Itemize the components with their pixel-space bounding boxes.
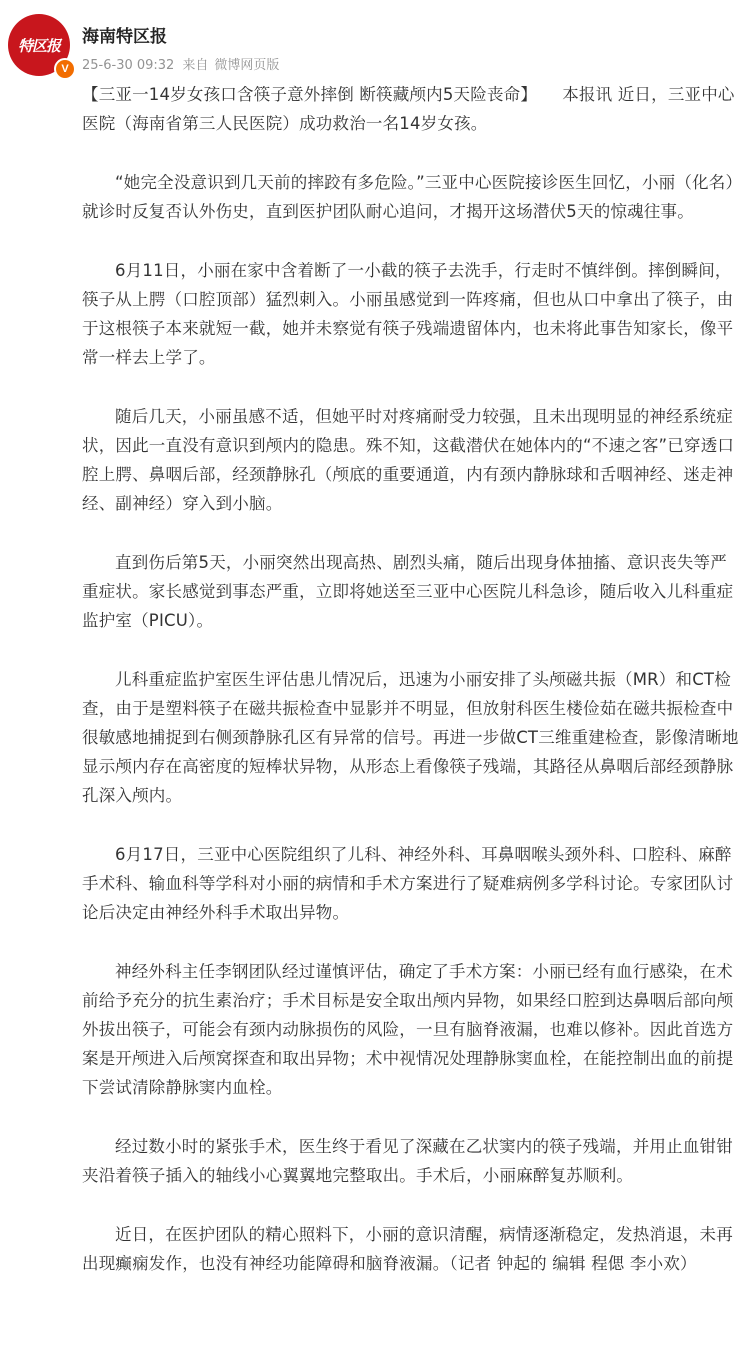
article-paragraph: 儿科重症监护室医生评估患儿情况后，迅速为小丽安排了头颅磁共振（MR）和CT检查，由于是塑料筷子在磁共振检查中显影并不明显，但放射科医生楼俭茹在磁共振检查中很敏感地捕捉到右侧颈静脉孔区有异常的信号。再进一步做CT三维重建检查，影像清晰地显示颅内存在高密度的短棒状异物，从形态上看像筷子残端，其路径从鼻咽后部经颈静脉孔深入颅内。 xyxy=(82,670,739,805)
post-header xyxy=(8,14,742,78)
verified-badge-icon: V xyxy=(54,58,76,80)
article-paragraph: 【三亚一14岁女孩口含筷子意外摔倒 断筷藏颅内5天险丧命】 本报讯 近日，三亚中心医院（海南省第三人民医院）成功救治一名14岁女孩。 xyxy=(82,85,735,133)
post-time-link[interactable]: 25-6-30 09:32 xyxy=(82,58,175,73)
post-meta xyxy=(82,54,279,73)
article-paragraph: 直到伤后第5天，小丽突然出现高热、剧烈头痛，随后出现身体抽搐、意识丧失等严重症状。家长感觉到事态严重，立即将她送至三亚中心医院儿科急诊，随后收入儿科重症监护室（PICU）。 xyxy=(82,553,734,630)
post-text xyxy=(82,80,740,1278)
avatar-container[interactable] xyxy=(8,14,70,76)
article-paragraph: 神经外科主任李钢团队经过谨慎评估，确定了手术方案：小丽已经有血行感染，在术前给予充分的抗生素治疗；手术目标是安全取出颅内异物，如果经口腔到达鼻咽后部向颅外拔出筷子，可能会有颈内动脉损伤的风险，一旦有脑脊液漏，也难以修补。因此首选方案是开颅进入后颅窝探查和取出异物；术中视情况处理静脉窦血栓，在能控制出血的前提下尝试清除静脉窦内血栓。 xyxy=(82,962,734,1097)
article-paragraph: 6月17日，三亚中心医院组织了儿科、神经外科、耳鼻咽喉头颈外科、口腔科、麻醉手术科、输血科等学科对小丽的病情和手术方案进行了疑难病例多学科讨论。专家团队讨论后决定由神经外科手术取出异物。 xyxy=(82,845,734,922)
source-client-link[interactable]: 微博网页版 xyxy=(214,58,280,73)
article-paragraph: “她完全没意识到几天前的摔跤有多危险。”三亚中心医院接诊医生回忆，小丽（化名）就诊时反复否认外伤史，直到医护团队耐心追问，才揭开这场潜伏5天的惊魂往事。 xyxy=(82,173,734,221)
article-paragraph: 近日，在医护团队的精心照料下，小丽的意识清醒，病情逐渐稳定，发热消退，未再出现癫痫发作，也没有神经功能障碍和脑脊液漏。（记者 钟起的 编辑 程偲 李小欢） xyxy=(82,1225,733,1273)
article-paragraph: 经过数小时的紧张手术，医生终于看见了深藏在乙状窦内的筷子残端，并用止血钳钳夹沿着筷子插入的轴线小心翼翼地完整取出。手术后，小丽麻醉复苏顺利。 xyxy=(82,1137,733,1185)
author-name-link[interactable]: 海南特区报 xyxy=(82,27,167,47)
article-paragraph: 随后几天，小丽虽感不适，但她平时对疼痛耐受力较强，且未出现明显的神经系统症状，因此一直没有意识到颅内的隐患。殊不知，这截潜伏在她体内的“不速之客”已穿透口腔上腭、鼻咽后部，经颈静脉孔（颅底的重要通道，内有颈内静脉球和舌咽神经、迷走神经、副神经）穿入到小脑。 xyxy=(82,407,735,513)
article-paragraph: 6月11日，小丽在家中含着断了一小截的筷子去洗手，行走时不慎绊倒。摔倒瞬间，筷子从上腭（口腔顶部）猛烈刺入。小丽虽感觉到一阵疼痛，但也从口中拿出了筷子，由于这根筷子本来就短一截，她并未察觉有筷子残端遗留体内，也未将此事告知家长，像平常一样去上学了。 xyxy=(82,261,734,367)
source-prefix: 来自 xyxy=(182,58,209,73)
avatar-logo-text: 特区报 xyxy=(17,36,60,55)
